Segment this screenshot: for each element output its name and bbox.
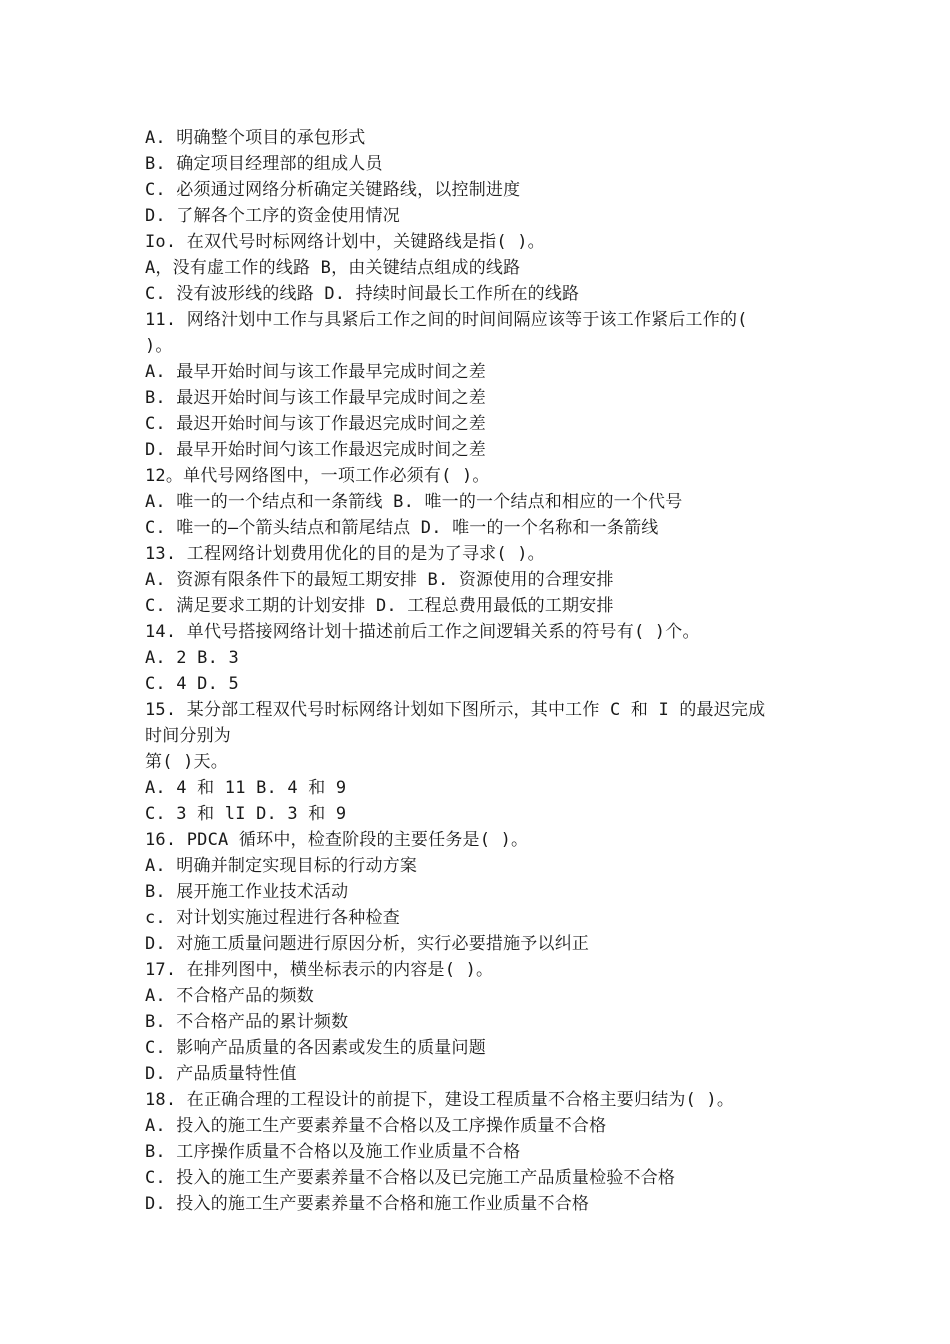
text-line: 14. 单代号搭接网络计划十描述前后工作之间逻辑关系的符号有( )个。: [145, 622, 700, 642]
text-line: A. 2 B. 3: [145, 648, 239, 668]
text-line: A. 4 和 11 B. 4 和 9: [145, 778, 347, 798]
text-line: A. 唯一的一个结点和一条箭线 B. 唯一的一个结点和相应的一个代号: [145, 492, 683, 512]
text-line: D. 最早开始时间勺该工作最迟完成时间之差: [145, 440, 486, 460]
text-line: Io. 在双代号时标网络计划中，关键路线是指( )。: [145, 232, 545, 252]
text-line: 16. PDCA 循环中，检查阶段的主要任务是( )。: [145, 830, 529, 850]
text-line: A. 不合格产品的频数: [145, 986, 314, 1006]
text-line: A. 最早开始时间与该工作最早完成时间之差: [145, 362, 486, 382]
text-line: B. 最迟开始时间与该工作最早完成时间之差: [145, 388, 486, 408]
text-line: )。: [145, 336, 173, 356]
text-line: 18. 在正确合理的工程设计的前提下，建设工程质量不合格主要归结为( )。: [145, 1090, 735, 1110]
text-line: 15. 某分部工程双代号时标网络计划如下图所示，其中工作 C 和 I 的最迟完成: [145, 700, 766, 720]
text-line: C. 必须通过网络分析确定关键路线，以控制进度: [145, 180, 521, 200]
text-line: 第( )天。: [145, 752, 228, 772]
text-line: 12。单代号网络图中，一项工作必须有( )。: [145, 466, 490, 486]
text-line: 11. 网络汁划中工作与具紧后工作之间的时间间隔应该等于该工作紧后工作的(: [145, 310, 748, 330]
text-line: A. 明确并制定实现目标的行动方案: [145, 856, 418, 876]
text-line: D. 对施工质量问题进行原因分析，实行必要措施予以纠正: [145, 934, 590, 954]
text-line: A. 明确整个项目的承包形式: [145, 128, 366, 148]
text-line: C. 最迟开始时间与该丁作最迟完成时间之差: [145, 414, 486, 434]
text-line: C. 4 D. 5: [145, 674, 239, 694]
text-line: 时间分别为: [145, 726, 231, 746]
text-line: B. 不合格产品的累计频数: [145, 1012, 349, 1032]
text-line: C. 唯一的—个箭头结点和箭尾结点 D. 唯一的一个名称和一条箭线: [145, 518, 659, 538]
text-line: D. 产品质量特性值: [145, 1064, 297, 1084]
text-line: B. 工序操作质量不合格以及施工作业质量不合格: [145, 1142, 521, 1162]
text-line: A. 资源有限条件下的最短工期安排 B. 资源使用的合理安排: [145, 570, 614, 590]
text-line: C. 3 和 lI D. 3 和 9: [145, 804, 347, 824]
text-line: 13. 工程网络计划费用优化的目的是为了寻求( )。: [145, 544, 545, 564]
text-line: A，没有虚工作的线路 B，由关键结点组成的线路: [145, 258, 521, 278]
question-text-block: [145, 125, 805, 1217]
text-line: C. 没有波形线的线路 D. 持续时间最长工作所在的线路: [145, 284, 580, 304]
text-line: C. 满足要求工期的计划安排 D. 工程总费用最低的工期安排: [145, 596, 614, 616]
text-line: B. 确定项目经理部的组成人员: [145, 154, 383, 174]
text-line: C. 投入的施工生产要素养量不合格以及已完施工产品质量检验不合格: [145, 1168, 676, 1188]
text-line: A. 投入的施工生产要素养量不合格以及工序操作质量不合格: [145, 1116, 607, 1136]
text-line: B. 展开施工作业技术活动: [145, 882, 349, 902]
text-line: c. 对计划实施过程进行各种检查: [145, 908, 400, 928]
text-line: D. 了解各个工序的资金使用情况: [145, 206, 400, 226]
text-line: D. 投入的施工生产要素养量不合格和施工作业质量不合格: [145, 1194, 590, 1214]
text-line: C. 影响产品质量的各因素或发生的质量问题: [145, 1038, 486, 1058]
text-line: 17. 在排列图中，横坐标表示的内容是( )。: [145, 960, 494, 980]
